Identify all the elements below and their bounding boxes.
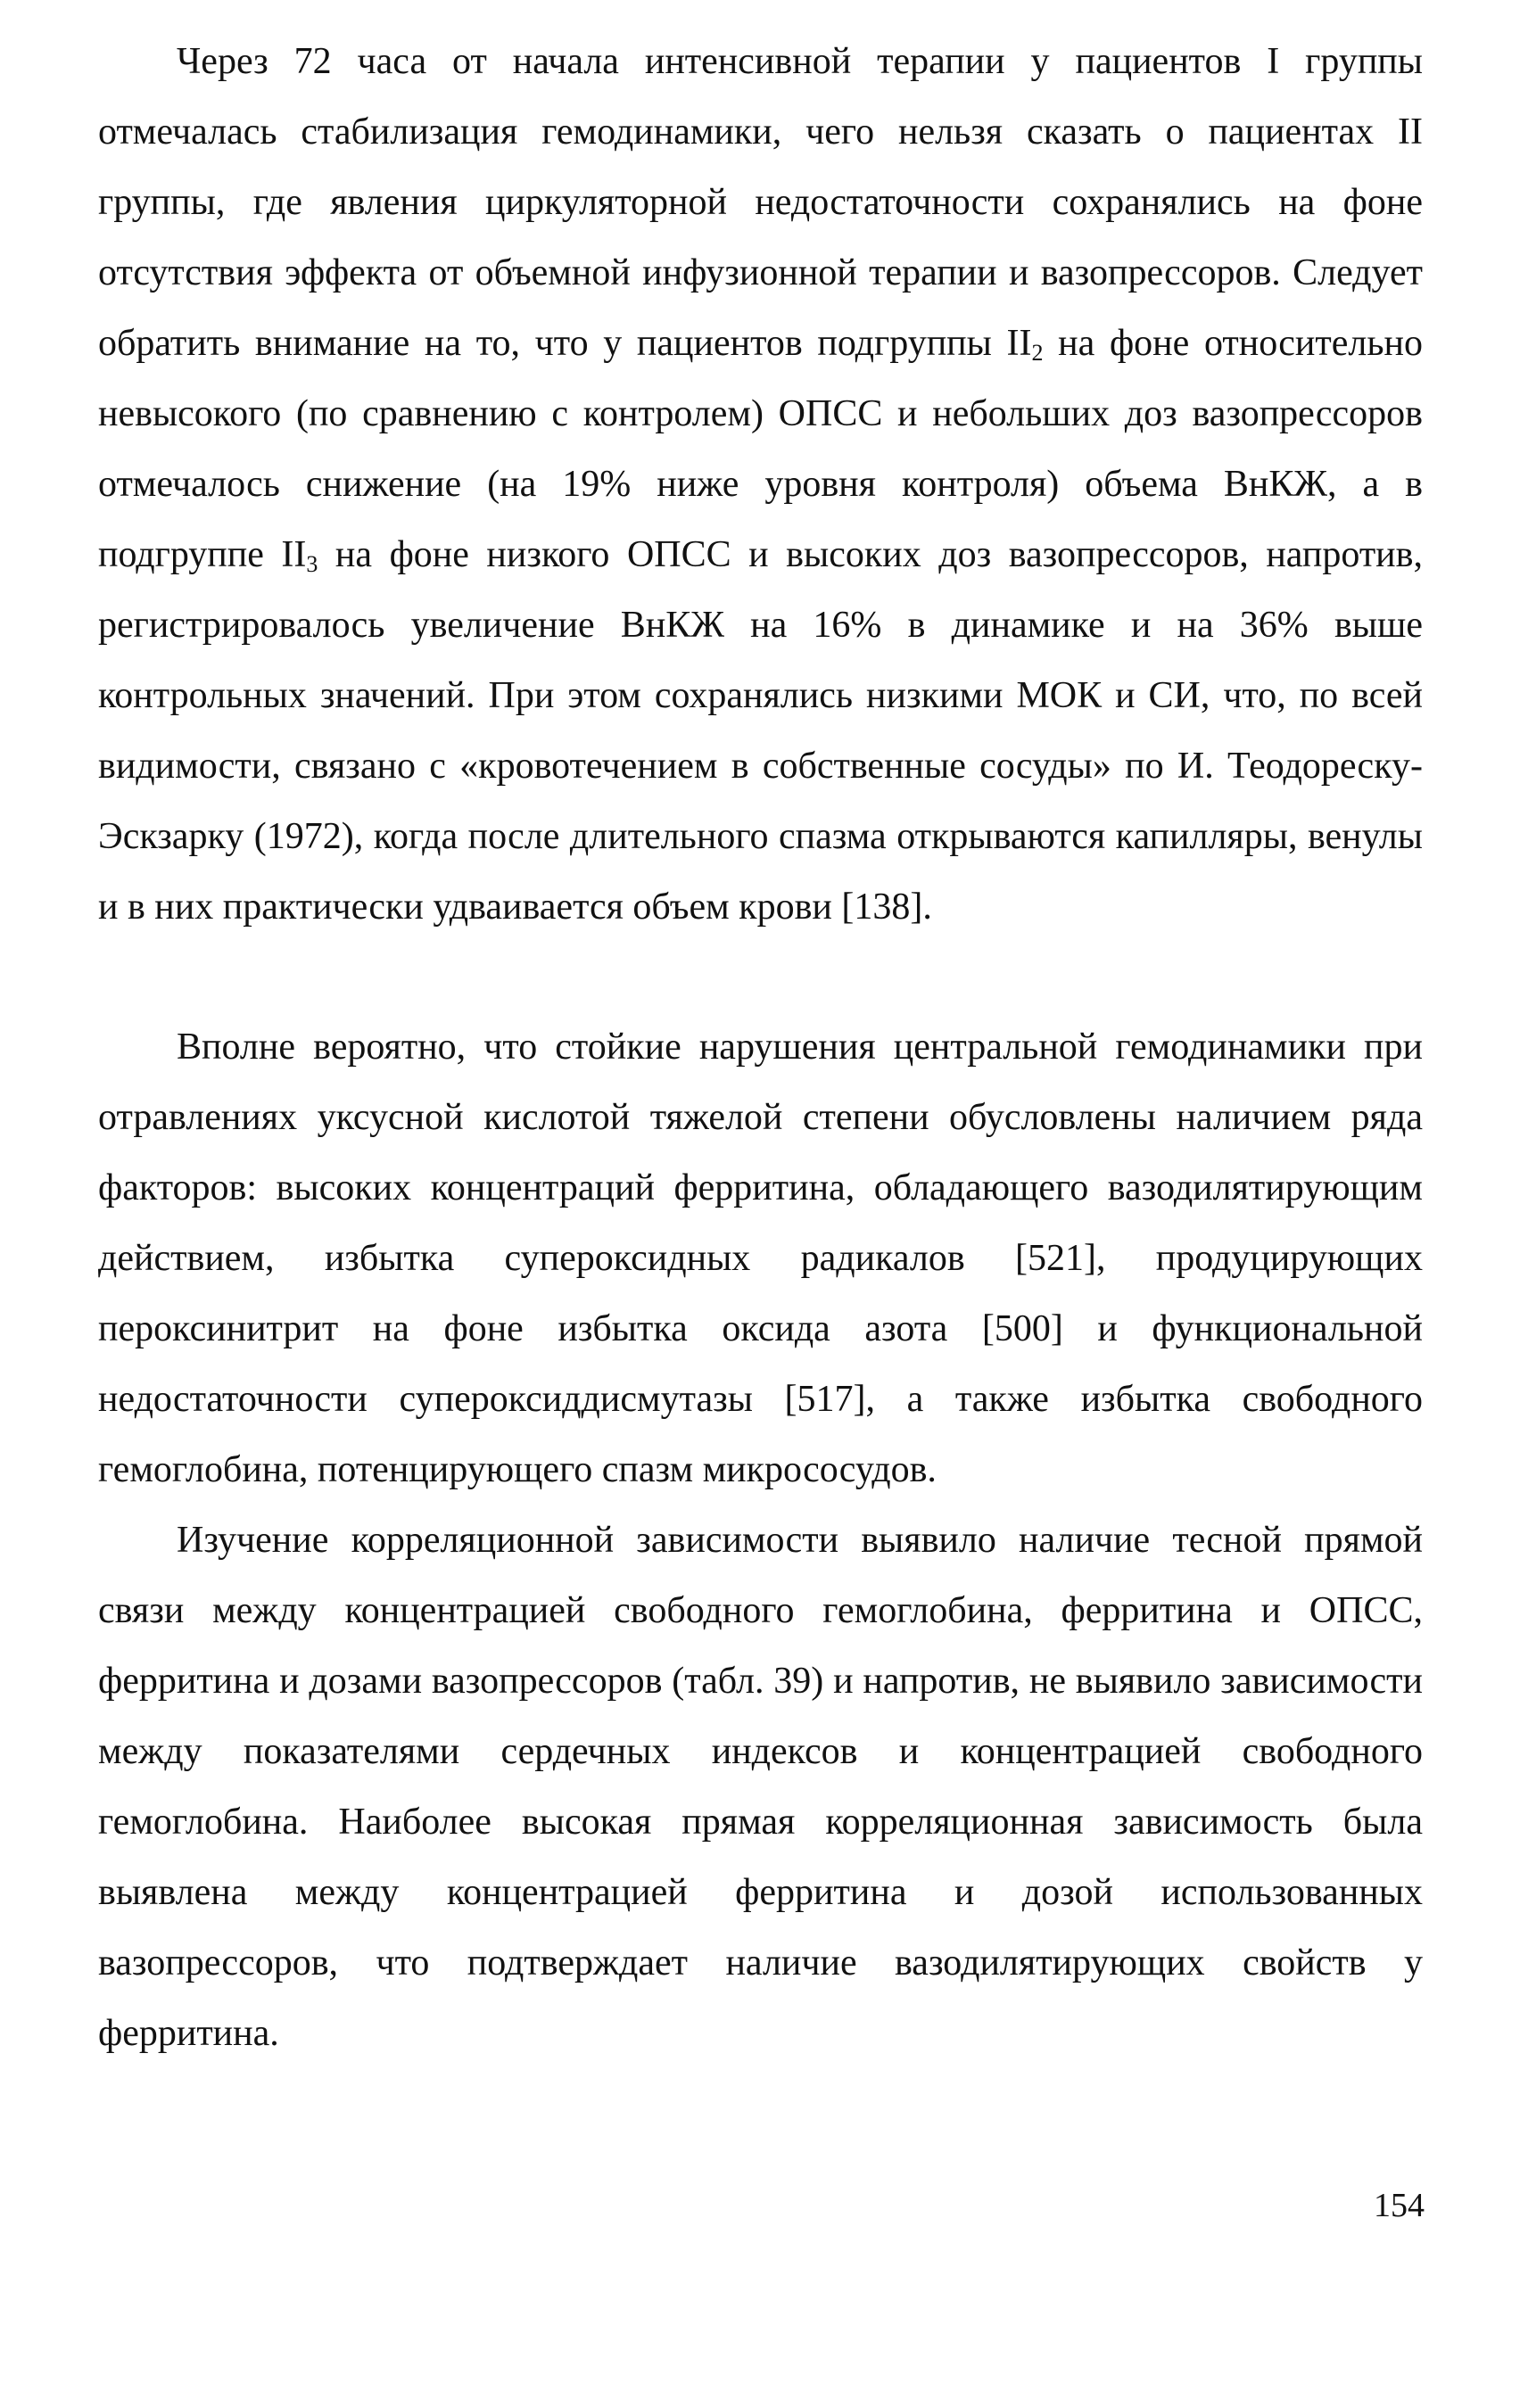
paragraph-1-text-c: на фоне низкого ОПСС и высоких доз вазопрессоров, напротив, регистрировалось увеличение ВнКЖ на 16% в динамике и на 36% выше контрольных значений. При этом сохранялись низкими МОК и СИ, что, по всей видимости, связано с «кровотечением в собственные сосуды» по И. Теодореску-Эскзарку (1972), когда после длительного спазма открываются капилляры, венулы и в них практически удваивается объем крови [138].	[98, 534, 1423, 928]
paragraph-2-text: Вполне вероятно, что стойкие нарушения центральной гемодинамики при отравлениях уксусной кислотой тяжелой степени обусловлены наличием ряда факторов: высоких концентраций ферритина, обладающего вазодилятирующим действием, избытка супероксидных радикалов [521], продуцирующих пероксинитрит на фоне избытка оксида азота [500] и функциональной недостаточности супероксиддисмутазы [517], а также избытка свободного гемоглобина, потенцирующего спазм микрососудов.	[98, 1027, 1423, 1490]
paragraph-1	[98, 27, 1423, 943]
subgroup-subscript-2: 2	[1031, 340, 1044, 366]
paragraph-1-text-a: Через 72 часа от начала интенсивной терапии у пациентов I группы отмечалась стабилизация гемодинамики, чего нельзя сказать о пациентах II группы, где явления циркуляторной недостаточности сохранялись на фоне отсутствия эффекта от объемной инфузионной терапии и вазопрессоров. Следует обратить внимание на то, что у пациентов подгруппы II	[98, 41, 1423, 364]
paragraph-1-text-b: на фоне относительно невысокого (по сравнению с контролем) ОПСС и небольших доз вазопрессоров отмечалось снижение (на 19% ниже уровня контроля) объема ВнКЖ, а в подгруппе II	[98, 323, 1423, 575]
paragraph-3-text: Изучение корреляционной зависимости выявило наличие тесной прямой связи между концентрацией свободного гемоглобина, ферритина и ОПСС, ферритина и дозами вазопрессоров (табл. 39) и напротив, не выявило зависимости между показателями сердечных индексов и концентрацией свободного гемоглобина. Наиболее высокая прямая корреляционная зависимость была выявлена между концентрацией ферритина и дозой использованных вазопрессоров, что подтверждает наличие вазодилятирующих свойств у ферритина.	[98, 1520, 1423, 2054]
paragraph-2	[98, 1012, 1423, 1505]
page-number: 154	[1374, 2187, 1425, 2224]
subgroup-subscript-3: 3	[306, 551, 318, 577]
paragraph-3	[98, 1505, 1423, 2069]
